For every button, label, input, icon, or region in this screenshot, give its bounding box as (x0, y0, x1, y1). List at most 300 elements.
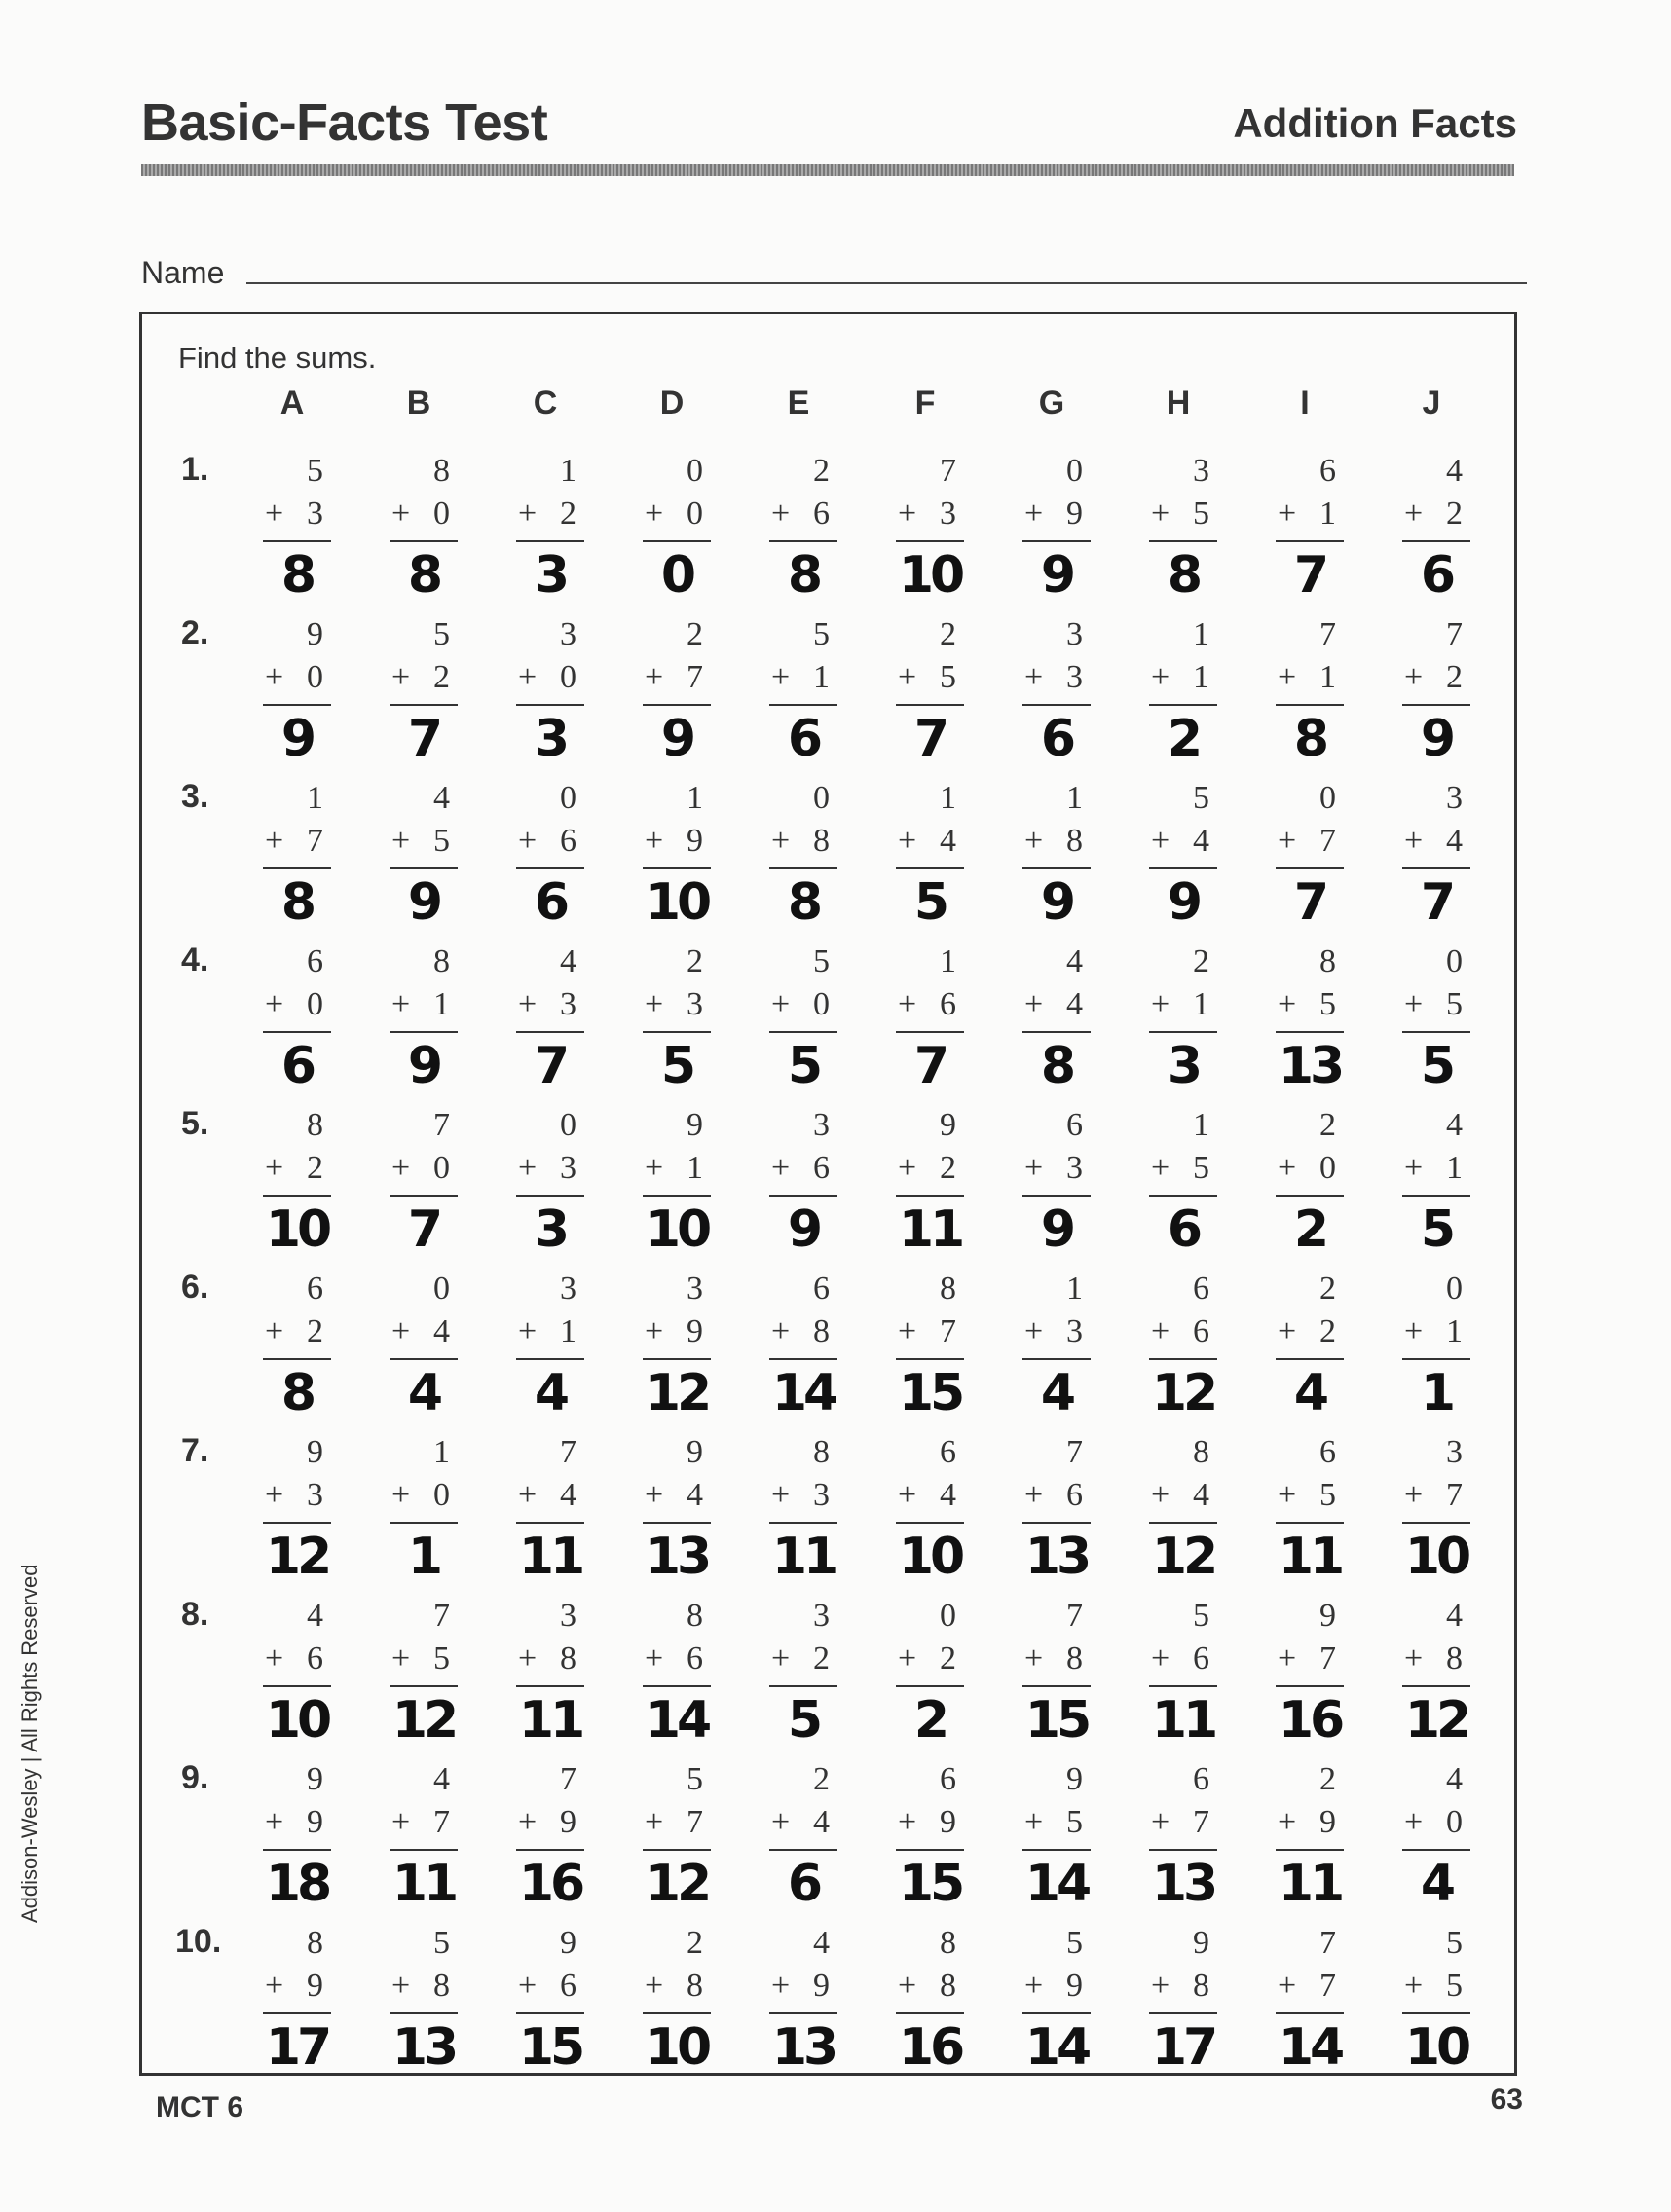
first-addend: 7 (940, 453, 956, 489)
handwritten-answer: 15 (1024, 1691, 1089, 1750)
problem-4e (760, 943, 847, 1095)
column-header-a: A (279, 385, 305, 422)
row-label: 4. (181, 941, 209, 978)
first-addend: 7 (1066, 1598, 1083, 1634)
handwritten-answer: 13 (1278, 1037, 1342, 1095)
first-addend: 2 (1319, 1271, 1336, 1307)
plus-sign: + (1278, 986, 1297, 1022)
handwritten-answer: 5 (1420, 1200, 1453, 1259)
plus-sign: + (391, 986, 411, 1022)
second-addend: 1 (560, 1313, 576, 1349)
second-addend: 7 (1193, 1804, 1209, 1840)
sum-line (1402, 704, 1470, 706)
plus-sign: + (1151, 1313, 1170, 1349)
plus-sign: + (1151, 1150, 1170, 1186)
first-addend: 3 (1446, 780, 1463, 816)
second-addend: 3 (813, 1477, 830, 1513)
first-addend: 8 (813, 1434, 830, 1470)
sum-line (643, 1031, 711, 1033)
problem-7f (886, 1434, 974, 1586)
sum-line (1276, 867, 1344, 869)
sum-line (1149, 1849, 1217, 1851)
plus-sign: + (1278, 1313, 1297, 1349)
plus-sign: + (1024, 1313, 1044, 1349)
problem-8e (760, 1598, 847, 1750)
handwritten-answer: 8 (1293, 710, 1326, 768)
first-addend: 8 (307, 1107, 323, 1143)
sum-line (390, 2012, 458, 2014)
first-addend: 8 (307, 1925, 323, 1961)
handwritten-answer: 14 (1024, 1855, 1089, 1913)
column-header-e: E (787, 385, 810, 422)
handwritten-answer: 10 (265, 1691, 329, 1750)
problem-1d (633, 453, 721, 605)
first-addend: 4 (433, 780, 450, 816)
second-addend: 3 (1066, 659, 1083, 695)
second-addend: 0 (433, 496, 450, 532)
problem-2g (1013, 616, 1100, 768)
second-addend: 3 (307, 496, 323, 532)
sum-line (1022, 867, 1091, 869)
handwritten-answer: 5 (913, 873, 947, 932)
plus-sign: + (1024, 496, 1044, 532)
sum-line (390, 704, 458, 706)
sum-line (769, 540, 837, 542)
row-label: 10. (175, 1923, 222, 1960)
first-addend: 9 (1193, 1925, 1209, 1961)
plus-sign: + (1151, 659, 1170, 695)
plus-sign: + (518, 823, 538, 859)
first-addend: 8 (433, 453, 450, 489)
plus-sign: + (1151, 1477, 1170, 1513)
sum-line (516, 867, 584, 869)
plus-sign: + (1404, 659, 1424, 695)
problem-4g (1013, 943, 1100, 1095)
sum-line (263, 1358, 331, 1360)
handwritten-answer: 5 (660, 1037, 693, 1095)
handwritten-answer: 16 (898, 2018, 962, 2077)
plus-sign: + (771, 1150, 791, 1186)
plus-sign: + (1024, 986, 1044, 1022)
problem-6i (1266, 1271, 1354, 1422)
sum-line (769, 1849, 837, 1851)
plus-sign: + (898, 496, 917, 532)
problem-2b (380, 616, 467, 768)
sum-line (769, 867, 837, 869)
sum-line (1022, 2012, 1091, 2014)
plus-sign: + (771, 496, 791, 532)
first-addend: 0 (1446, 943, 1463, 979)
first-addend: 3 (1446, 1434, 1463, 1470)
problem-1g (1013, 453, 1100, 605)
sum-line (1022, 704, 1091, 706)
handwritten-answer: 13 (645, 1528, 709, 1586)
sum-line (263, 867, 331, 869)
problem-10i (1266, 1925, 1354, 2077)
second-addend: 1 (1319, 659, 1336, 695)
sum-line (1402, 1849, 1470, 1851)
problem-5c (506, 1107, 594, 1259)
problem-10g (1013, 1925, 1100, 2077)
handwritten-answer: 6 (787, 710, 820, 768)
handwritten-answer: 13 (1151, 1855, 1215, 1913)
second-addend: 1 (1193, 659, 1209, 695)
problem-4f (886, 943, 974, 1095)
sum-line (1276, 1195, 1344, 1197)
problem-9b (380, 1761, 467, 1913)
plus-sign: + (518, 1804, 538, 1840)
problem-6a (253, 1271, 341, 1422)
handwritten-answer: 14 (1024, 2018, 1089, 2077)
plus-sign: + (771, 1641, 791, 1677)
second-addend: 5 (1193, 496, 1209, 532)
handwritten-answer: 13 (391, 2018, 456, 2077)
handwritten-answer: 12 (391, 1691, 456, 1750)
second-addend: 2 (940, 1150, 956, 1186)
handwritten-answer: 3 (534, 1200, 567, 1259)
second-addend: 9 (307, 1804, 323, 1840)
problem-6e (760, 1271, 847, 1422)
first-addend: 1 (940, 780, 956, 816)
sum-line (1149, 867, 1217, 869)
problem-8g (1013, 1598, 1100, 1750)
first-addend: 5 (433, 616, 450, 652)
sum-line (769, 1195, 837, 1197)
first-addend: 6 (1066, 1107, 1083, 1143)
column-header-f: F (914, 385, 936, 422)
second-addend: 9 (687, 1313, 703, 1349)
plus-sign: + (265, 1477, 284, 1513)
first-addend: 2 (687, 1925, 703, 1961)
second-addend: 4 (1193, 823, 1209, 859)
plus-sign: + (645, 986, 664, 1022)
second-addend: 4 (1193, 1477, 1209, 1513)
handwritten-answer: 10 (1404, 2018, 1468, 2077)
sum-line (769, 704, 837, 706)
problem-7b (380, 1434, 467, 1586)
sum-line (516, 1522, 584, 1524)
problem-5i (1266, 1107, 1354, 1259)
handwritten-answer: 7 (913, 1037, 947, 1095)
plus-sign: + (1278, 1641, 1297, 1677)
handwritten-answer: 8 (1167, 546, 1200, 605)
plus-sign: + (771, 1804, 791, 1840)
first-addend: 6 (940, 1761, 956, 1797)
row-label: 2. (181, 614, 209, 651)
plus-sign: + (1151, 1641, 1170, 1677)
plus-sign: + (391, 1313, 411, 1349)
first-addend: 0 (940, 1598, 956, 1634)
second-addend: 9 (813, 1968, 830, 2004)
handwritten-answer: 9 (660, 710, 693, 768)
handwritten-answer: 8 (280, 1364, 314, 1422)
sum-line (896, 1685, 964, 1687)
problem-10c (506, 1925, 594, 2077)
first-addend: 3 (687, 1271, 703, 1307)
second-addend: 7 (1446, 1477, 1463, 1513)
sum-line (643, 1849, 711, 1851)
page-number: 63 (1490, 2083, 1523, 2116)
sum-line (769, 2012, 837, 2014)
second-addend: 0 (433, 1150, 450, 1186)
first-addend: 3 (1066, 616, 1083, 652)
first-addend: 8 (433, 943, 450, 979)
problem-1i (1266, 453, 1354, 605)
problem-7a (253, 1434, 341, 1586)
second-addend: 0 (1319, 1150, 1336, 1186)
sum-line (1022, 1685, 1091, 1687)
second-addend: 6 (813, 496, 830, 532)
column-header-j: J (1422, 385, 1441, 422)
row-label: 7. (181, 1432, 209, 1469)
sum-line (390, 1031, 458, 1033)
second-addend: 1 (1193, 986, 1209, 1022)
handwritten-answer: 3 (1167, 1037, 1200, 1095)
second-addend: 9 (1066, 1968, 1083, 2004)
sum-line (1149, 1358, 1217, 1360)
problem-1j (1392, 453, 1480, 605)
sum-line (769, 1522, 837, 1524)
first-addend: 4 (1446, 1107, 1463, 1143)
first-addend: 9 (307, 1434, 323, 1470)
handwritten-answer: 13 (771, 2018, 836, 2077)
second-addend: 5 (1446, 1968, 1463, 2004)
second-addend: 8 (940, 1968, 956, 2004)
handwritten-answer: 8 (787, 546, 820, 605)
second-addend: 4 (433, 1313, 450, 1349)
plus-sign: + (1024, 659, 1044, 695)
first-addend: 4 (433, 1761, 450, 1797)
second-addend: 8 (813, 823, 830, 859)
problem-4b (380, 943, 467, 1095)
plus-sign: + (265, 1804, 284, 1840)
second-addend: 4 (687, 1477, 703, 1513)
second-addend: 6 (1066, 1477, 1083, 1513)
column-header-c: C (533, 385, 558, 422)
plus-sign: + (771, 1313, 791, 1349)
second-addend: 7 (433, 1804, 450, 1840)
copyright-notice: Addison-Wesley | All Rights Reserved (18, 1564, 42, 1923)
second-addend: 6 (687, 1641, 703, 1677)
plus-sign: + (1278, 496, 1297, 532)
sum-line (896, 540, 964, 542)
first-addend: 5 (687, 1761, 703, 1797)
sum-line (263, 1849, 331, 1851)
second-addend: 2 (1319, 1313, 1336, 1349)
problem-8i (1266, 1598, 1354, 1750)
problem-7h (1139, 1434, 1227, 1586)
plus-sign: + (771, 823, 791, 859)
second-addend: 6 (307, 1641, 323, 1677)
plus-sign: + (898, 659, 917, 695)
plus-sign: + (1404, 1641, 1424, 1677)
plus-sign: + (645, 1968, 664, 2004)
second-addend: 0 (560, 659, 576, 695)
sum-line (390, 1849, 458, 1851)
sum-line (263, 1031, 331, 1033)
second-addend: 7 (687, 1804, 703, 1840)
second-addend: 8 (813, 1313, 830, 1349)
problem-7j (1392, 1434, 1480, 1586)
handwritten-answer: 9 (1167, 873, 1200, 932)
handwritten-answer: 4 (534, 1364, 567, 1422)
first-addend: 0 (813, 780, 830, 816)
first-addend: 2 (687, 616, 703, 652)
problem-1f (886, 453, 974, 605)
handwritten-answer: 10 (898, 546, 962, 605)
problem-4i (1266, 943, 1354, 1095)
problem-9c (506, 1761, 594, 1913)
first-addend: 2 (1319, 1761, 1336, 1797)
sum-line (1149, 704, 1217, 706)
sum-line (1276, 1522, 1344, 1524)
plus-sign: + (391, 1804, 411, 1840)
problem-5h (1139, 1107, 1227, 1259)
second-addend: 6 (813, 1150, 830, 1186)
second-addend: 9 (307, 1968, 323, 2004)
first-addend: 1 (560, 453, 576, 489)
handwritten-answer: 9 (280, 710, 314, 768)
sum-line (643, 1685, 711, 1687)
plus-sign: + (1151, 496, 1170, 532)
plus-sign: + (265, 1641, 284, 1677)
handwritten-answer: 0 (660, 546, 693, 605)
name-line (246, 282, 1527, 284)
plus-sign: + (1278, 1804, 1297, 1840)
second-addend: 2 (307, 1313, 323, 1349)
plus-sign: + (898, 1150, 917, 1186)
second-addend: 0 (813, 986, 830, 1022)
first-addend: 0 (433, 1271, 450, 1307)
plus-sign: + (518, 1313, 538, 1349)
handwritten-answer: 15 (518, 2018, 582, 2077)
sum-line (390, 1685, 458, 1687)
handwritten-answer: 10 (645, 2018, 709, 2077)
sum-line (1149, 540, 1217, 542)
problem-9j (1392, 1761, 1480, 1913)
second-addend: 7 (687, 659, 703, 695)
handwritten-answer: 12 (1404, 1691, 1468, 1750)
handwritten-answer: 7 (913, 710, 947, 768)
handwritten-answer: 9 (1420, 710, 1453, 768)
plus-sign: + (1404, 496, 1424, 532)
plus-sign: + (898, 1477, 917, 1513)
sum-line (896, 704, 964, 706)
sum-line (769, 1031, 837, 1033)
sum-line (1402, 1195, 1470, 1197)
handwritten-answer: 11 (898, 1200, 962, 1259)
sum-line (1149, 1195, 1217, 1197)
first-addend: 5 (813, 943, 830, 979)
first-addend: 1 (1193, 616, 1209, 652)
problem-1b (380, 453, 467, 605)
plus-sign: + (391, 1477, 411, 1513)
plus-sign: + (898, 1804, 917, 1840)
problem-2e (760, 616, 847, 768)
first-addend: 2 (687, 943, 703, 979)
handwritten-answer: 17 (265, 2018, 329, 2077)
second-addend: 2 (433, 659, 450, 695)
plus-sign: + (771, 1477, 791, 1513)
plus-sign: + (265, 1150, 284, 1186)
plus-sign: + (898, 1968, 917, 2004)
plus-sign: + (771, 659, 791, 695)
sum-line (769, 1685, 837, 1687)
plus-sign: + (265, 823, 284, 859)
plus-sign: + (645, 1313, 664, 1349)
plus-sign: + (1404, 1313, 1424, 1349)
first-addend: 3 (1193, 453, 1209, 489)
problem-10f (886, 1925, 974, 2077)
problem-1h (1139, 453, 1227, 605)
first-addend: 2 (813, 453, 830, 489)
second-addend: 9 (1066, 496, 1083, 532)
plus-sign: + (645, 1477, 664, 1513)
second-addend: 0 (1446, 1804, 1463, 1840)
second-addend: 0 (433, 1477, 450, 1513)
problem-7c (506, 1434, 594, 1586)
plus-sign: + (898, 986, 917, 1022)
first-addend: 5 (433, 1925, 450, 1961)
plus-sign: + (898, 823, 917, 859)
problem-3d (633, 780, 721, 932)
row-label: 9. (181, 1759, 209, 1796)
problem-5j (1392, 1107, 1480, 1259)
first-addend: 0 (687, 453, 703, 489)
problem-4d (633, 943, 721, 1095)
sum-line (1402, 1358, 1470, 1360)
sum-line (390, 1358, 458, 1360)
instructions: Find the sums. (178, 341, 377, 375)
second-addend: 8 (1446, 1641, 1463, 1677)
problem-2j (1392, 616, 1480, 768)
first-addend: 9 (307, 1761, 323, 1797)
handwritten-answer: 17 (1151, 2018, 1215, 2077)
second-addend: 4 (813, 1804, 830, 1840)
problem-2f (886, 616, 974, 768)
handwritten-answer: 6 (1040, 710, 1073, 768)
first-addend: 9 (940, 1107, 956, 1143)
problem-2a (253, 616, 341, 768)
plus-sign: + (1404, 823, 1424, 859)
handwritten-answer: 8 (1040, 1037, 1073, 1095)
plus-sign: + (518, 986, 538, 1022)
handwritten-answer: 8 (407, 546, 440, 605)
second-addend: 3 (1066, 1313, 1083, 1349)
problem-7g (1013, 1434, 1100, 1586)
first-addend: 5 (1193, 780, 1209, 816)
plus-sign: + (391, 1641, 411, 1677)
first-addend: 4 (813, 1925, 830, 1961)
second-addend: 1 (433, 986, 450, 1022)
first-addend: 3 (560, 1271, 576, 1307)
plus-sign: + (1404, 1477, 1424, 1513)
first-addend: 1 (940, 943, 956, 979)
handwritten-answer: 11 (1278, 1855, 1342, 1913)
second-addend: 5 (1066, 1804, 1083, 1840)
problem-10j (1392, 1925, 1480, 2077)
second-addend: 0 (307, 659, 323, 695)
first-addend: 7 (433, 1598, 450, 1634)
footer-left: MCT 6 (156, 2091, 243, 2123)
handwritten-answer: 10 (1404, 1528, 1468, 1586)
sum-line (516, 1031, 584, 1033)
handwritten-answer: 12 (645, 1855, 709, 1913)
plus-sign: + (1151, 986, 1170, 1022)
first-addend: 0 (1066, 453, 1083, 489)
problem-5b (380, 1107, 467, 1259)
problem-8f (886, 1598, 974, 1750)
